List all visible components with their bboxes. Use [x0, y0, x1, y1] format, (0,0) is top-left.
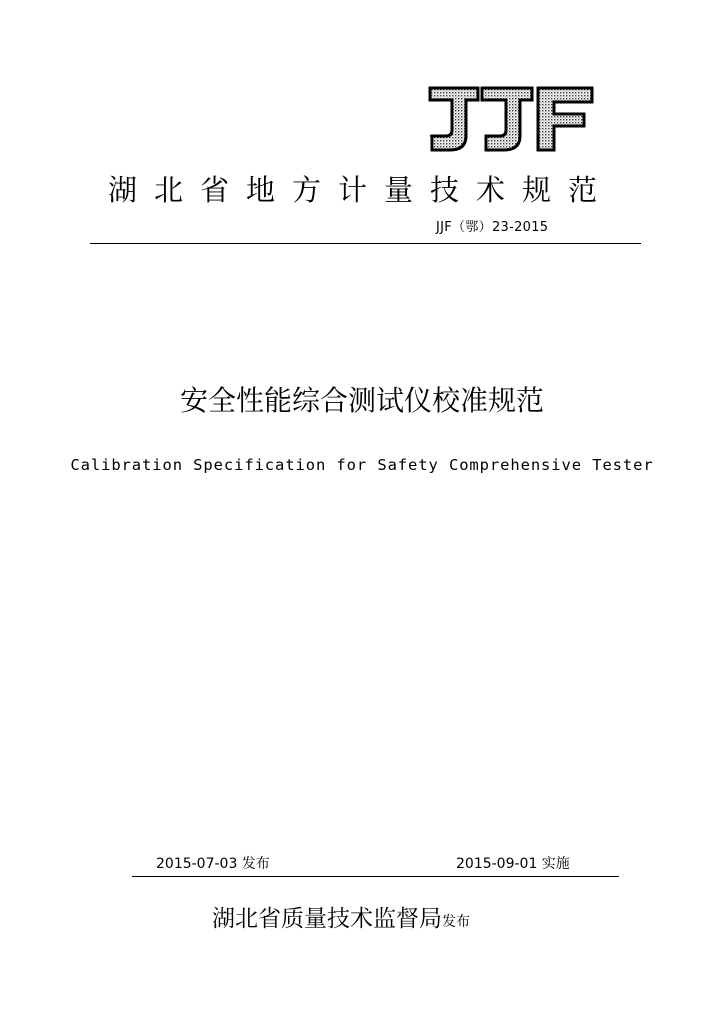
chinese-title: 安全性能综合测试仪校准规范: [179, 384, 544, 417]
bottom-divider: [132, 876, 619, 877]
logo-letter-j-1: [430, 88, 478, 150]
issue-date: 2015-07-03 发布: [156, 856, 270, 872]
publisher-suffix: 发布: [442, 914, 470, 930]
top-divider: [90, 243, 641, 244]
logo-letter-f: [538, 88, 592, 150]
effective-date: 2015-09-01 实施: [456, 856, 570, 872]
publisher: [212, 903, 470, 938]
standard-number: JJF（鄂）23-2015: [436, 220, 549, 235]
org-title: 湖北省地方计量技术规范: [108, 173, 615, 207]
jjf-logo: [428, 86, 594, 154]
english-title: Calibration Specification for Safety Comprehensive Tester: [70, 456, 654, 474]
publisher-name: 湖北省质量技术监督局: [212, 906, 442, 932]
logo-letter-j-2: [482, 88, 532, 150]
